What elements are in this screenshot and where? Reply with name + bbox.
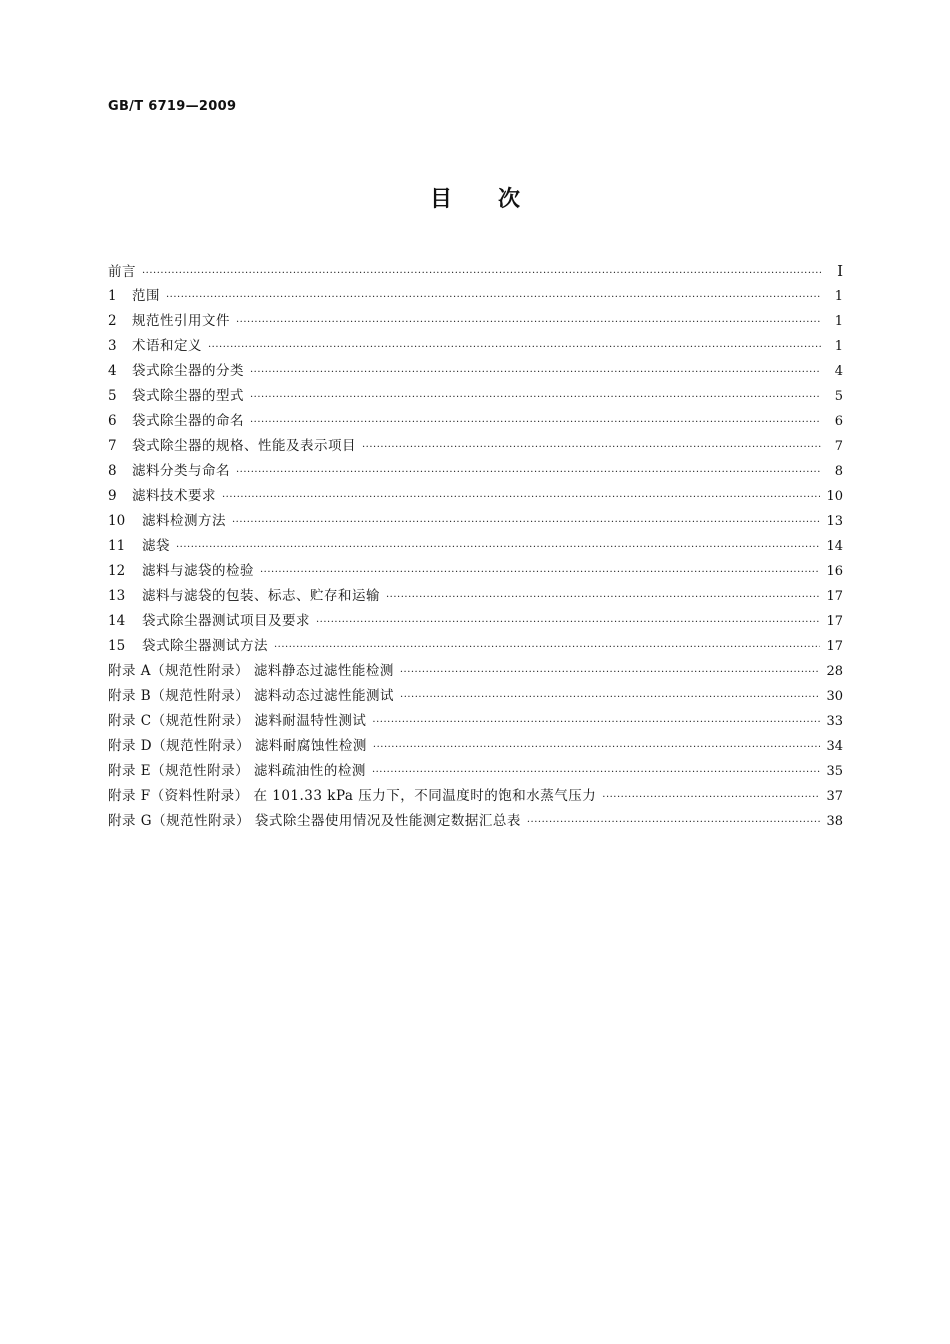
toc-entry-label: 袋式除尘器测试方法 [142, 638, 268, 654]
toc-entry-page: 17 [826, 639, 843, 654]
toc-entry-label: 附录 A（规范性附录） 滤料静态过滤性能检测 [108, 663, 394, 679]
toc-entry-label: 滤料分类与命名 [132, 463, 230, 479]
toc-entry-page: 1 [834, 289, 843, 304]
toc-dot-leader [236, 460, 821, 485]
toc-entry-page: 5 [834, 389, 843, 404]
toc-dot-leader [400, 660, 821, 685]
toc-entry-number: 4 [108, 363, 117, 379]
toc-entry-label: 滤料与滤袋的检验 [142, 563, 254, 579]
toc-entry-page: 16 [826, 564, 843, 579]
toc-entry-label: 附录 B（规范性附录） 滤料动态过滤性能测试 [108, 688, 395, 704]
toc-entry-page: 1 [834, 339, 843, 354]
standard-code: GB/T 6719—2009 [108, 99, 237, 114]
toc-entry-number: 12 [108, 563, 126, 579]
toc-entry[interactable] [108, 784, 843, 809]
toc-dot-leader [316, 610, 820, 635]
table-of-contents [108, 259, 843, 834]
toc-entry[interactable] [108, 609, 843, 634]
toc-entry-number: 10 [108, 513, 126, 529]
toc-dot-leader [142, 261, 821, 286]
toc-entry-number: 6 [108, 413, 117, 429]
toc-entry-label: 袋式除尘器的命名 [132, 413, 244, 429]
toc-dot-leader [260, 560, 820, 585]
toc-entry-page: 38 [826, 814, 843, 829]
toc-entry-label: 滤料技术要求 [132, 488, 216, 504]
toc-entry-label: 袋式除尘器的规格、性能及表示项目 [132, 438, 356, 454]
toc-entry-label: 范围 [132, 288, 160, 304]
toc-entry[interactable] [108, 709, 843, 734]
toc-entry-number: 15 [108, 638, 126, 654]
toc-dot-leader [386, 585, 820, 610]
toc-dot-leader [362, 435, 821, 460]
toc-entry-label: 附录 D（规范性附录） 滤料耐腐蚀性检测 [108, 738, 367, 754]
toc-entry[interactable] [108, 434, 843, 459]
toc-entry[interactable] [108, 534, 843, 559]
toc-dot-leader [208, 335, 821, 360]
toc-dot-leader [176, 535, 820, 560]
toc-entry-page: 7 [834, 439, 843, 454]
toc-entry[interactable] [108, 334, 843, 359]
toc-entry[interactable] [108, 559, 843, 584]
toc-entry-page: 17 [826, 589, 843, 604]
toc-dot-leader [274, 635, 820, 660]
toc-entry-page: 33 [826, 714, 843, 729]
toc-entry[interactable] [108, 634, 843, 659]
toc-entry-label: 附录 C（规范性附录） 滤料耐温特性测试 [108, 713, 367, 729]
toc-entry[interactable] [108, 809, 843, 834]
toc-entry-page: 30 [826, 689, 843, 704]
toc-entry-label: 附录 F（资料性附录） 在 101.33 kPa 压力下，不同温度时的饱和水蒸气压力 [108, 788, 597, 804]
toc-dot-leader [372, 760, 821, 785]
toc-entry-label: 袋式除尘器的分类 [132, 363, 244, 379]
toc-entry-page: 17 [826, 614, 843, 629]
toc-entry-page: 13 [826, 514, 843, 529]
toc-entry-label: 规范性引用文件 [132, 313, 230, 329]
toc-dot-leader [236, 310, 821, 335]
toc-entry-label: 袋式除尘器的型式 [132, 388, 244, 404]
toc-entry-number: 2 [108, 313, 117, 329]
toc-entry[interactable] [108, 259, 843, 284]
toc-entry-label: 滤料与滤袋的包装、标志、贮存和运输 [142, 588, 380, 604]
toc-entry-page: 35 [826, 764, 843, 779]
toc-dot-leader [250, 410, 821, 435]
toc-entry-page: 8 [834, 464, 843, 479]
toc-dot-leader [166, 285, 821, 310]
toc-entry-page: 1 [834, 314, 843, 329]
toc-entry-number: 7 [108, 438, 117, 454]
toc-dot-leader [400, 685, 820, 710]
toc-entry-label: 附录 E（规范性附录） 滤料疏油性的检测 [108, 763, 366, 779]
toc-dot-leader [372, 710, 820, 735]
toc-entry[interactable] [108, 284, 843, 309]
toc-entry-number: 13 [108, 588, 126, 604]
toc-entry[interactable] [108, 484, 843, 509]
toc-dot-leader [602, 785, 820, 810]
toc-entry[interactable] [108, 684, 843, 709]
toc-entry[interactable] [108, 659, 843, 684]
toc-dot-leader [232, 510, 820, 535]
toc-dot-leader [250, 360, 821, 385]
toc-entry-label: 术语和定义 [132, 338, 202, 354]
toc-entry[interactable] [108, 759, 843, 784]
toc-entry-page: 6 [834, 414, 843, 429]
toc-entry-number: 11 [108, 538, 126, 554]
toc-entry[interactable] [108, 734, 843, 759]
toc-entry[interactable] [108, 409, 843, 434]
toc-entry-label: 袋式除尘器测试项目及要求 [142, 613, 310, 629]
toc-entry-label: 滤料检测方法 [142, 513, 226, 529]
toc-entry-label: 附录 G（规范性附录） 袋式除尘器使用情况及性能测定数据汇总表 [108, 813, 521, 829]
toc-entry-page: 37 [826, 789, 843, 804]
toc-entry[interactable] [108, 509, 843, 534]
toc-entry-label: 前言 [108, 264, 136, 280]
toc-dot-leader [373, 735, 821, 760]
toc-entry[interactable] [108, 384, 843, 409]
toc-entry[interactable] [108, 359, 843, 384]
toc-entry[interactable] [108, 309, 843, 334]
toc-entry-number: 9 [108, 488, 117, 504]
toc-dot-leader [222, 485, 820, 510]
toc-dot-leader [250, 385, 821, 410]
toc-entry-number: 3 [108, 338, 117, 354]
toc-entry-page: 4 [834, 364, 843, 379]
toc-entry-page: Ⅰ [837, 262, 843, 280]
toc-entry-page: 28 [826, 664, 843, 679]
toc-entry-number: 1 [108, 288, 117, 304]
toc-entry[interactable] [108, 584, 843, 609]
toc-entry[interactable] [108, 459, 843, 484]
toc-entry-number: 8 [108, 463, 117, 479]
page-title: 目次 [429, 187, 566, 212]
toc-dot-leader [527, 810, 821, 835]
toc-entry-number: 14 [108, 613, 126, 629]
toc-entry-page: 10 [826, 489, 843, 504]
toc-entry-page: 34 [826, 739, 843, 754]
toc-entry-label: 滤袋 [142, 538, 170, 554]
toc-entry-page: 14 [826, 539, 843, 554]
toc-entry-number: 5 [108, 388, 117, 404]
